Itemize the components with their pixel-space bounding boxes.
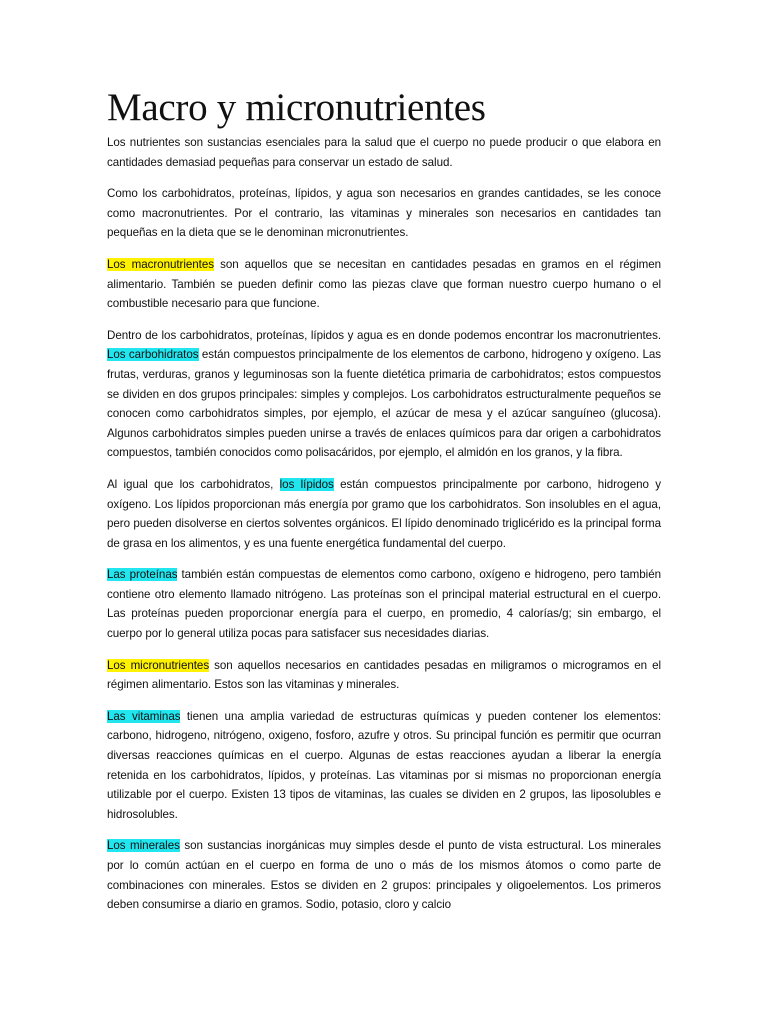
paragraph-text: son aquellos necesarios en cantidades pesadas en miligramos o microgramos en el régimen alimentario. Estos son las vitaminas y minerales. bbox=[107, 658, 662, 692]
highlight-macronutrientes: Los macronutrientes bbox=[107, 257, 214, 271]
paragraph-text: están compuestos principalmente de los elementos de carbono, hidrogeno y oxígeno. Las frutas, verduras, granos y leguminosas son la fuente dietética primaria de carbohidratos; estos compuestos se dividen en dos grupos principales: simples y complejos. Los carbohidratos estructuralmente pequeños se conocen como carbohidratos simples, por ejemplo, el azúcar de mesa y el azúcar sanguíneo (glucosa). Algunos carbohidratos simples pueden unirse a través de enlaces químicos para dar origen a carbohidratos compuestos, también conocidos como polisacáridos, por ejemplo, el almidón en los granos, y la fibra. bbox=[107, 348, 662, 460]
paragraph-minerales bbox=[107, 836, 661, 914]
paragraph-text-before: Al igual que los carbohidratos, bbox=[107, 477, 280, 491]
paragraph-lipidos bbox=[107, 475, 661, 553]
paragraph-text: son sustancias inorgánicas muy simples desde el punto de vista estructural. Los minerales por lo común actúan en el cuerpo en forma de uno o más de los mismos átomos o como parte de combinaciones con minerales. Estos se dividen en 2 grupos: principales y oligoelementos. Los primeros deben consumirse a diario en gramos. Sodio, potasio, cloro y calcio bbox=[107, 839, 661, 912]
document-title: Macro y micronutrientes bbox=[107, 86, 486, 129]
highlight-proteinas: Las proteínas bbox=[107, 568, 178, 582]
paragraph-vitaminas bbox=[107, 707, 661, 825]
paragraph-text: también están compuestas de elementos como carbono, oxígeno e hidrogeno, pero también contiene otro elemento llamado nitrógeno. Las proteínas son el principal material estructural en el cuerpo. Las proteínas pueden proporcionar energía para el cuerpo, en promedio, 4 calorías/g; sin embargo, el cuerpo por lo general utiliza pocas para satisfacer sus necesidades diarias. bbox=[107, 568, 661, 641]
paragraph-text-before: Dentro de los carbohidratos, proteínas, lípidos y agua es en donde podemos encontrar los macronutrientes. bbox=[107, 328, 661, 342]
paragraph-macro-micro bbox=[107, 184, 661, 243]
document-page bbox=[107, 86, 661, 927]
paragraph-text: están compuestos principalmente por carbono, hidrogeno y oxígeno. Los lípidos proporcionan más energía por gramo que los carbohidratos. Son insolubles en el agua, pero pueden disolverse en ciertos solventes orgánicos. El lípido denominado triglicérido es la principal forma de grasa en los alimentos, y es una fuente energética fundamental del cuerpo. bbox=[107, 477, 661, 550]
highlight-carbohidratos: Los carbohidratos bbox=[107, 348, 199, 362]
paragraph-text: tienen una amplia variedad de estructuras químicas y pueden contener los elementos: carbono, hidrogeno, nitrógeno, oxigeno, fosforo, azufre y otros. Su principal función es permitir que ocurran diversas reacciones químicas en el cuerpo. Algunas de estas reacciones ayudan a liberar la energía retenida en los carbohidratos, lípidos, y proteínas. Las vitaminas por si mismas no proporcionan energía utilizable por el cuerpo. Existen 13 tipos de vitaminas, las cuales se dividen en 2 grupos, las liposolubles e hidrosolubles. bbox=[107, 709, 662, 821]
highlight-lipidos: los lípidos bbox=[279, 477, 334, 491]
highlight-vitaminas: Las vitaminas bbox=[107, 709, 181, 723]
paragraph-text: Como los carbohidratos, proteínas, lípidos, y agua son necesarios en grandes cantidades, se les conoce como macronutrientes. Por el contrario, las vitaminas y minerales son necesarios en cantidades tan pequeñas en la dieta que se le denominan micronutrientes. bbox=[107, 187, 661, 240]
paragraph-micronutrientes bbox=[107, 656, 661, 695]
paragraph-carbohidratos bbox=[107, 326, 661, 463]
paragraph-proteinas bbox=[107, 565, 661, 643]
highlight-minerales: Los minerales bbox=[107, 839, 180, 853]
paragraph-text: Los nutrientes son sustancias esenciales para la salud que el cuerpo no puede producir o que elabora en cantidades demasiad pequeñas para conservar un estado de salud. bbox=[107, 136, 661, 169]
paragraph-text: son aquellos que se necesitan en cantidades pesadas en gramos en el régimen alimentario. También se pueden definir como las piezas clave que forman nuestro cuerpo humano o el combustible necesario para que funcione. bbox=[107, 257, 662, 311]
paragraph-intro bbox=[107, 133, 661, 172]
paragraph-macronutrientes bbox=[107, 255, 661, 314]
highlight-micronutrientes: Los micronutrientes bbox=[107, 658, 210, 672]
